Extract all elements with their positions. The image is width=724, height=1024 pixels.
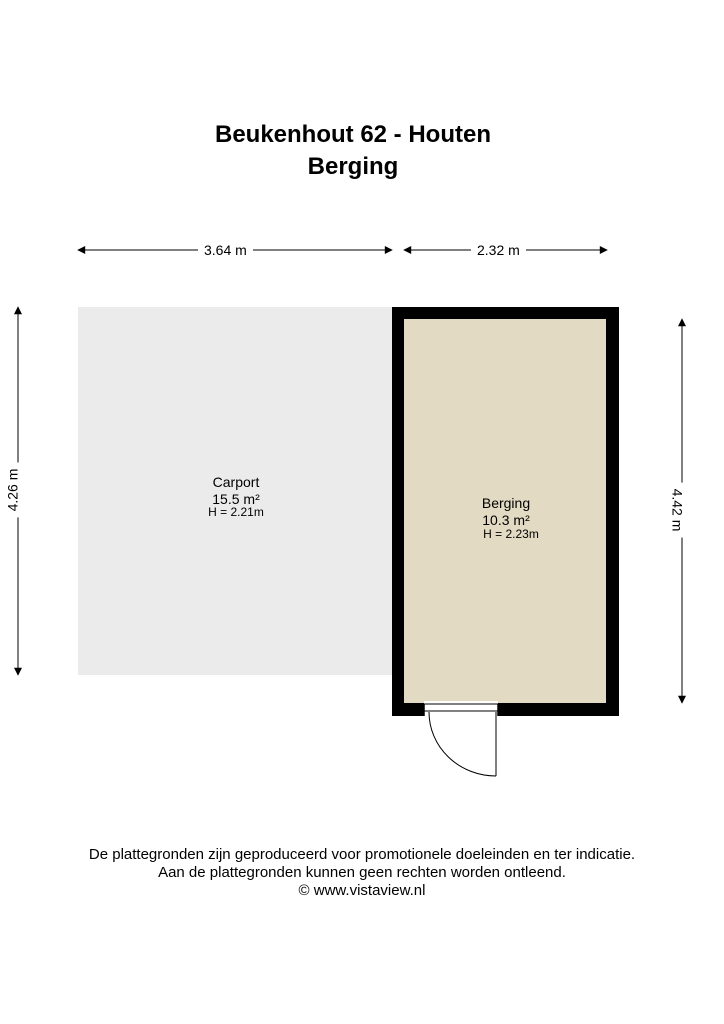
carport-height: H = 2.21m (208, 505, 264, 519)
disclaimer-line-2: Aan de plattegronden kunnen geen rechten worden ontleend. (158, 864, 566, 881)
carport-depth-label: 4.26 m (4, 463, 20, 518)
berging-area: 10.3 m² (482, 512, 530, 528)
berging-name: Berging (481, 495, 531, 511)
door-swing-arc (429, 712, 496, 776)
copyright-text: © www.vistaview.nl (298, 882, 426, 899)
plan-subtitle: Berging (307, 153, 399, 180)
disclaimer-line-1: De plattegronden zijn geproduceerd voor promotionele doeleinden en ter indicatie. (88, 846, 636, 863)
berging-width-label: 2.32 m (471, 242, 526, 258)
berging-depth-label: 4.42 m (669, 483, 685, 538)
plan-title: Beukenhout 62 - Houten (214, 121, 491, 148)
carport-area: 15.5 m² (212, 491, 260, 507)
carport-width-label: 3.64 m (198, 242, 253, 258)
carport-name: Carport (212, 474, 260, 490)
berging-floor (404, 319, 606, 703)
berging-height: H = 2.23m (483, 527, 539, 541)
